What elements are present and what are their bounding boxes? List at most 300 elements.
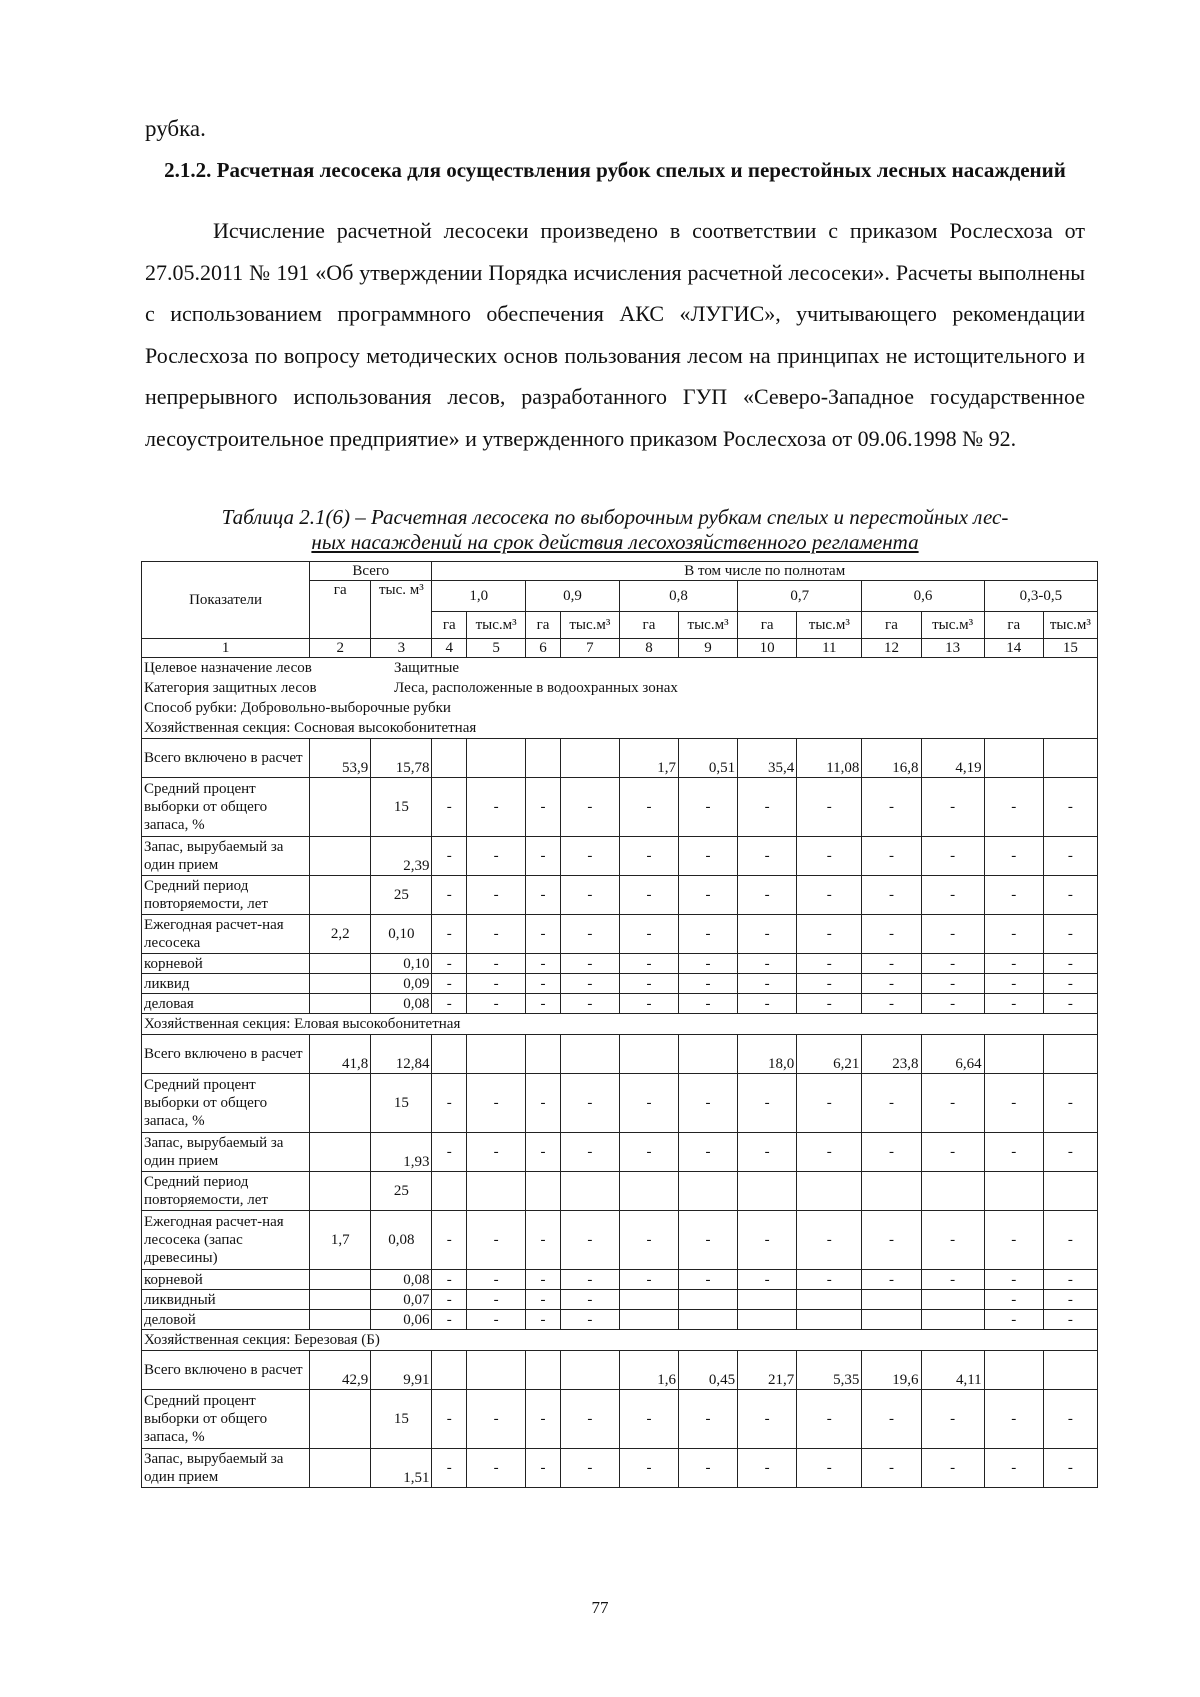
dash-cell: - bbox=[619, 778, 678, 837]
column-number: 8 bbox=[619, 639, 678, 658]
empty-cell bbox=[679, 1290, 738, 1310]
row-label: Запас, вырубаемый за один прием bbox=[142, 837, 310, 876]
column-number: 1 bbox=[142, 639, 310, 658]
percent-row bbox=[142, 1390, 1098, 1449]
dash-cell: - bbox=[984, 1211, 1043, 1270]
empty-cell bbox=[619, 1290, 678, 1310]
dash-cell: - bbox=[679, 876, 738, 915]
section-title: Хозяйственная секция: Еловая высокобонитетная bbox=[142, 1014, 1098, 1035]
info-method: Способ рубки: Добровольно-выборочные рубки bbox=[144, 700, 451, 716]
dash-cell: - bbox=[921, 994, 984, 1014]
column-number: 5 bbox=[467, 639, 526, 658]
page-number: 77 bbox=[591, 1598, 609, 1617]
empty-cell bbox=[984, 1172, 1043, 1211]
row-label: Средний процент выборки от общего запаса, % bbox=[142, 778, 310, 837]
header-density: 0,9 bbox=[526, 581, 620, 612]
header-density: 0,3-0,5 bbox=[984, 581, 1097, 612]
dash-cell: - bbox=[984, 994, 1043, 1014]
dash-cell: - bbox=[679, 974, 738, 994]
row-label: деловая bbox=[142, 994, 310, 1014]
dash-cell: - bbox=[560, 954, 619, 974]
info-block bbox=[142, 658, 1098, 739]
sub-row bbox=[142, 994, 1098, 1014]
dash-cell: - bbox=[432, 915, 467, 954]
header-density: 0,8 bbox=[619, 581, 737, 612]
header-unit-ha: га bbox=[738, 612, 797, 639]
dash-cell: - bbox=[738, 837, 797, 876]
empty-cell bbox=[310, 837, 371, 876]
empty-cell bbox=[310, 1172, 371, 1211]
value-cell bbox=[432, 739, 467, 778]
empty-cell bbox=[310, 1310, 371, 1330]
empty-cell bbox=[738, 1290, 797, 1310]
dash-cell: - bbox=[432, 994, 467, 1014]
empty-cell bbox=[797, 1172, 862, 1211]
dash-cell: - bbox=[797, 1270, 862, 1290]
dash-cell: - bbox=[738, 1133, 797, 1172]
dash-cell: - bbox=[679, 915, 738, 954]
value-cell: 0,08 bbox=[371, 994, 432, 1014]
dash-cell: - bbox=[619, 837, 678, 876]
dash-cell: - bbox=[432, 1133, 467, 1172]
dash-cell: - bbox=[984, 1449, 1043, 1488]
dash-cell: - bbox=[526, 778, 561, 837]
empty-cell bbox=[797, 1290, 862, 1310]
row-label: Всего включено в расчет bbox=[142, 1351, 310, 1390]
row-label: Запас, вырубаемый за один прием bbox=[142, 1449, 310, 1488]
dash-cell: - bbox=[432, 1449, 467, 1488]
section-row bbox=[142, 1330, 1098, 1351]
value-cell bbox=[560, 1351, 619, 1390]
dash-cell: - bbox=[862, 778, 921, 837]
empty-cell bbox=[467, 1172, 526, 1211]
value-cell: 12,84 bbox=[371, 1035, 432, 1074]
row-label: корневой bbox=[142, 1270, 310, 1290]
column-number-row bbox=[142, 639, 1098, 658]
header-row bbox=[142, 562, 1098, 581]
dash-cell: - bbox=[862, 876, 921, 915]
header-unit-thous: тыс.м³ bbox=[921, 612, 984, 639]
total-row bbox=[142, 739, 1098, 778]
dash-cell: - bbox=[560, 1133, 619, 1172]
dash-cell: - bbox=[432, 1211, 467, 1270]
dash-cell: - bbox=[797, 915, 862, 954]
info-purpose bbox=[144, 658, 1095, 678]
dash-cell: - bbox=[738, 915, 797, 954]
value-cell: 19,6 bbox=[862, 1351, 921, 1390]
dash-cell: - bbox=[738, 954, 797, 974]
dash-cell: - bbox=[921, 1270, 984, 1290]
row-label: Запас, вырубаемый за один прием bbox=[142, 1133, 310, 1172]
dash-cell: - bbox=[797, 1133, 862, 1172]
dash-cell: - bbox=[1043, 1133, 1097, 1172]
value-cell bbox=[526, 1035, 561, 1074]
value-cell bbox=[526, 739, 561, 778]
sub-row bbox=[142, 974, 1098, 994]
empty-cell bbox=[921, 1310, 984, 1330]
dash-cell: - bbox=[432, 1074, 467, 1133]
dash-cell: - bbox=[1043, 778, 1097, 837]
value-cell: 25 bbox=[371, 1172, 432, 1211]
header-indicators: Показатели bbox=[142, 562, 310, 639]
row-label: ликвидный bbox=[142, 1290, 310, 1310]
row-label: корневой bbox=[142, 954, 310, 974]
row-label: деловой bbox=[142, 1310, 310, 1330]
value-cell: 0,08 bbox=[371, 1270, 432, 1290]
column-number: 10 bbox=[738, 639, 797, 658]
dash-cell: - bbox=[738, 1270, 797, 1290]
dash-cell: - bbox=[679, 1270, 738, 1290]
header-unit-thous: тыс.м³ bbox=[467, 612, 526, 639]
dash-cell: - bbox=[797, 778, 862, 837]
value-cell: 35,4 bbox=[738, 739, 797, 778]
row-label: Средний процент выборки от общего запаса, % bbox=[142, 1390, 310, 1449]
dash-cell: - bbox=[984, 1310, 1043, 1330]
header-ha: га bbox=[310, 581, 371, 639]
dash-cell: - bbox=[619, 1449, 678, 1488]
dash-cell: - bbox=[526, 974, 561, 994]
value-cell: 1,93 bbox=[371, 1133, 432, 1172]
dash-cell: - bbox=[738, 778, 797, 837]
dash-cell: - bbox=[526, 1270, 561, 1290]
value-cell bbox=[984, 1035, 1043, 1074]
dash-cell: - bbox=[984, 837, 1043, 876]
sub-row bbox=[142, 1290, 1098, 1310]
value-cell bbox=[526, 1351, 561, 1390]
empty-cell bbox=[310, 1074, 371, 1133]
column-number: 14 bbox=[984, 639, 1043, 658]
value-cell: 9,91 bbox=[371, 1351, 432, 1390]
value-cell: 0,08 bbox=[371, 1211, 432, 1270]
value-cell: 1,51 bbox=[371, 1449, 432, 1488]
value-cell: 4,19 bbox=[921, 739, 984, 778]
value-cell: 2,39 bbox=[371, 837, 432, 876]
info-category bbox=[144, 678, 1095, 698]
dash-cell: - bbox=[526, 1074, 561, 1133]
empty-cell bbox=[310, 778, 371, 837]
dash-cell: - bbox=[560, 1310, 619, 1330]
dash-cell: - bbox=[921, 954, 984, 974]
value-cell: 1,7 bbox=[619, 739, 678, 778]
empty-cell bbox=[679, 1310, 738, 1330]
caption-line-2: ных насаждений на срок действия лесохозяйственного регламента bbox=[311, 530, 919, 554]
dash-cell: - bbox=[679, 1390, 738, 1449]
top-line: рубка. bbox=[145, 116, 206, 141]
empty-cell bbox=[619, 1172, 678, 1211]
value-cell: 0,06 bbox=[371, 1310, 432, 1330]
dash-cell: - bbox=[1043, 1310, 1097, 1330]
dash-cell: - bbox=[921, 974, 984, 994]
value-cell: 25 bbox=[371, 876, 432, 915]
empty-cell bbox=[862, 1172, 921, 1211]
value-cell: 15 bbox=[371, 778, 432, 837]
info-row bbox=[142, 658, 1098, 739]
value-cell: 41,8 bbox=[310, 1035, 371, 1074]
value-cell: 4,11 bbox=[921, 1351, 984, 1390]
total-row bbox=[142, 1351, 1098, 1390]
header-unit-ha: га bbox=[862, 612, 921, 639]
dash-cell: - bbox=[560, 837, 619, 876]
dash-cell: - bbox=[467, 1133, 526, 1172]
dash-cell: - bbox=[862, 1390, 921, 1449]
row-label: Средний процент выборки от общего запаса, % bbox=[142, 1074, 310, 1133]
value-cell bbox=[560, 739, 619, 778]
dash-cell: - bbox=[467, 974, 526, 994]
empty-cell bbox=[797, 1310, 862, 1330]
dash-cell: - bbox=[432, 954, 467, 974]
dash-cell: - bbox=[921, 1133, 984, 1172]
header-unit-ha: га bbox=[432, 612, 467, 639]
dash-cell: - bbox=[526, 954, 561, 974]
dash-cell: - bbox=[619, 954, 678, 974]
percent-row bbox=[142, 1074, 1098, 1133]
dash-cell: - bbox=[432, 1310, 467, 1330]
value-cell bbox=[467, 1351, 526, 1390]
dash-cell: - bbox=[738, 974, 797, 994]
empty-cell bbox=[862, 1290, 921, 1310]
value-cell: 0,10 bbox=[371, 954, 432, 974]
dash-cell: - bbox=[862, 1449, 921, 1488]
dash-cell: - bbox=[679, 1211, 738, 1270]
info-section-1: Хозяйственная секция: Сосновая высокобонитетная bbox=[144, 720, 477, 736]
column-number: 13 bbox=[921, 639, 984, 658]
section-heading: 2.1.2. Расчетная лесосека для осуществления рубок спелых и перестойных лесных насаждений bbox=[164, 158, 1066, 182]
column-number: 15 bbox=[1043, 639, 1097, 658]
dash-cell: - bbox=[526, 1133, 561, 1172]
dash-cell: - bbox=[467, 915, 526, 954]
value-cell: 11,08 bbox=[797, 739, 862, 778]
header-thous: тыс. м³ bbox=[371, 581, 432, 639]
dash-cell: - bbox=[921, 778, 984, 837]
cutting-area-table bbox=[141, 561, 1098, 1488]
dash-cell: - bbox=[432, 778, 467, 837]
dash-cell: - bbox=[679, 994, 738, 1014]
empty-cell bbox=[619, 1310, 678, 1330]
value-cell: 15 bbox=[371, 1074, 432, 1133]
empty-cell bbox=[310, 974, 371, 994]
row-label: Средний период повторяемости, лет bbox=[142, 876, 310, 915]
dash-cell: - bbox=[738, 1074, 797, 1133]
dash-cell: - bbox=[797, 1390, 862, 1449]
dash-cell: - bbox=[738, 994, 797, 1014]
empty-cell bbox=[1043, 1172, 1097, 1211]
header-unit-thous: тыс.м³ bbox=[1043, 612, 1097, 639]
value-cell bbox=[679, 1035, 738, 1074]
dash-cell: - bbox=[526, 876, 561, 915]
dash-cell: - bbox=[467, 778, 526, 837]
info-category-value: Леса, расположенные в водоохранных зонах bbox=[394, 680, 678, 696]
dash-cell: - bbox=[679, 1133, 738, 1172]
dash-cell: - bbox=[560, 1211, 619, 1270]
value-cell: 15,78 bbox=[371, 739, 432, 778]
dash-cell: - bbox=[921, 837, 984, 876]
dash-cell: - bbox=[432, 876, 467, 915]
value-cell: 6,21 bbox=[797, 1035, 862, 1074]
dash-cell: - bbox=[862, 1074, 921, 1133]
dash-cell: - bbox=[1043, 876, 1097, 915]
column-number: 2 bbox=[310, 639, 371, 658]
dash-cell: - bbox=[679, 1074, 738, 1133]
column-number: 11 bbox=[797, 639, 862, 658]
value-cell bbox=[619, 1035, 678, 1074]
dash-cell: - bbox=[797, 1449, 862, 1488]
value-cell bbox=[1043, 739, 1097, 778]
dash-cell: - bbox=[560, 1290, 619, 1310]
dash-cell: - bbox=[619, 974, 678, 994]
empty-cell bbox=[560, 1172, 619, 1211]
dash-cell: - bbox=[619, 1211, 678, 1270]
dash-cell: - bbox=[619, 876, 678, 915]
empty-cell bbox=[310, 1390, 371, 1449]
empty-cell bbox=[310, 994, 371, 1014]
value-cell bbox=[560, 1035, 619, 1074]
dash-cell: - bbox=[797, 1074, 862, 1133]
empty-cell bbox=[310, 1449, 371, 1488]
value-cell: 0,07 bbox=[371, 1290, 432, 1310]
dash-cell: - bbox=[467, 1390, 526, 1449]
dash-cell: - bbox=[797, 974, 862, 994]
percent-row bbox=[142, 778, 1098, 837]
dash-cell: - bbox=[560, 876, 619, 915]
dash-cell: - bbox=[560, 915, 619, 954]
value-cell: 53,9 bbox=[310, 739, 371, 778]
dash-cell: - bbox=[984, 915, 1043, 954]
dash-cell: - bbox=[432, 1290, 467, 1310]
dash-cell: - bbox=[467, 837, 526, 876]
dash-cell: - bbox=[1043, 1211, 1097, 1270]
dash-cell: - bbox=[984, 1270, 1043, 1290]
info-purpose-label: Целевое назначение лесов bbox=[144, 660, 312, 676]
value-cell bbox=[1043, 1351, 1097, 1390]
empty-cell bbox=[310, 1270, 371, 1290]
header-including: В том числе по полнотам bbox=[432, 562, 1098, 581]
header-unit-ha: га bbox=[526, 612, 561, 639]
dash-cell: - bbox=[862, 837, 921, 876]
dash-cell: - bbox=[862, 1270, 921, 1290]
dash-cell: - bbox=[526, 837, 561, 876]
value-cell bbox=[432, 1035, 467, 1074]
dash-cell: - bbox=[738, 1211, 797, 1270]
value-cell: 5,35 bbox=[797, 1351, 862, 1390]
dash-cell: - bbox=[526, 1211, 561, 1270]
dash-cell: - bbox=[984, 1390, 1043, 1449]
sub-row bbox=[142, 954, 1098, 974]
dash-cell: - bbox=[619, 1133, 678, 1172]
dash-cell: - bbox=[1043, 954, 1097, 974]
value-cell: 18,0 bbox=[738, 1035, 797, 1074]
value-cell bbox=[467, 1035, 526, 1074]
sub-row bbox=[142, 1310, 1098, 1330]
value-cell: 0,10 bbox=[371, 915, 432, 954]
row-label: Всего включено в расчет bbox=[142, 739, 310, 778]
dash-cell: - bbox=[432, 1270, 467, 1290]
dash-cell: - bbox=[797, 1211, 862, 1270]
dash-cell: - bbox=[1043, 837, 1097, 876]
column-number: 9 bbox=[679, 639, 738, 658]
info-category-label: Категория защитных лесов bbox=[144, 680, 317, 696]
header-unit-thous: тыс.м³ bbox=[679, 612, 738, 639]
dash-cell: - bbox=[862, 994, 921, 1014]
value-cell: 1,6 bbox=[619, 1351, 678, 1390]
dash-cell: - bbox=[1043, 1290, 1097, 1310]
column-number: 4 bbox=[432, 639, 467, 658]
dash-cell: - bbox=[467, 1310, 526, 1330]
header-unit-ha: га bbox=[984, 612, 1043, 639]
header-density: 0,7 bbox=[738, 581, 862, 612]
header-density: 0,6 bbox=[862, 581, 984, 612]
dash-cell: - bbox=[560, 974, 619, 994]
dash-cell: - bbox=[797, 876, 862, 915]
dash-cell: - bbox=[984, 1290, 1043, 1310]
empty-cell bbox=[310, 1133, 371, 1172]
dash-cell: - bbox=[862, 1211, 921, 1270]
dash-cell: - bbox=[526, 1290, 561, 1310]
empty-cell bbox=[310, 1290, 371, 1310]
dash-cell: - bbox=[432, 1390, 467, 1449]
dash-cell: - bbox=[797, 837, 862, 876]
body-paragraph bbox=[145, 210, 1085, 459]
empty-cell bbox=[738, 1310, 797, 1330]
dash-cell: - bbox=[560, 1390, 619, 1449]
dash-cell: - bbox=[560, 1074, 619, 1133]
dash-cell: - bbox=[1043, 1449, 1097, 1488]
dash-cell: - bbox=[467, 1074, 526, 1133]
total-row bbox=[142, 1035, 1098, 1074]
dash-cell: - bbox=[619, 915, 678, 954]
dash-cell: - bbox=[1043, 1074, 1097, 1133]
dash-cell: - bbox=[921, 1390, 984, 1449]
dash-cell: - bbox=[467, 1290, 526, 1310]
dash-cell: - bbox=[432, 974, 467, 994]
dash-cell: - bbox=[467, 1270, 526, 1290]
dash-cell: - bbox=[921, 1449, 984, 1488]
empty-cell bbox=[310, 954, 371, 974]
value-cell bbox=[1043, 1035, 1097, 1074]
dash-cell: - bbox=[619, 1270, 678, 1290]
empty-cell bbox=[921, 1290, 984, 1310]
dash-cell: - bbox=[921, 1211, 984, 1270]
paragraph-text: Исчисление расчетной лесосеки произведено в соответствии с приказом Рослесхоза от 27.05.2011 № 191 «Об утверждении Порядка исчисления расчетной лесосеки». Расчеты выполнены с использованием программного обеспечения АКС «ЛУГИС», учитывающего рекомендации Рослесхоза по вопросу методических основ пользования лесом на принципах не истощительного и непрерывного использования лесов, разработанного ГУП «Северо-Западное государственное лесоустроительное предприятие» и утвержденного приказом Рослесхоза от 09.06.1998 № 92. bbox=[145, 218, 1085, 451]
dash-cell: - bbox=[738, 1390, 797, 1449]
value-cell: 6,64 bbox=[921, 1035, 984, 1074]
value-cell: 42,9 bbox=[310, 1351, 371, 1390]
empty-cell bbox=[526, 1172, 561, 1211]
dash-cell: - bbox=[560, 1449, 619, 1488]
dash-cell: - bbox=[984, 778, 1043, 837]
value-cell: 0,09 bbox=[371, 974, 432, 994]
dash-cell: - bbox=[1043, 1390, 1097, 1449]
dash-cell: - bbox=[797, 954, 862, 974]
dash-cell: - bbox=[921, 1074, 984, 1133]
row-label: Средний период повторяемости, лет bbox=[142, 1172, 310, 1211]
table-body bbox=[142, 562, 1098, 1488]
value-cell: 2,2 bbox=[310, 915, 371, 954]
value-cell: 23,8 bbox=[862, 1035, 921, 1074]
value-cell bbox=[467, 739, 526, 778]
row-label: Ежегодная расчет-ная лесосека bbox=[142, 915, 310, 954]
dash-cell: - bbox=[526, 1390, 561, 1449]
value-cell bbox=[984, 1351, 1043, 1390]
row-label: Ежегодная расчет-ная лесосека (запас древесины) bbox=[142, 1211, 310, 1270]
value-cell bbox=[984, 739, 1043, 778]
empty-cell bbox=[310, 876, 371, 915]
dash-cell: - bbox=[619, 994, 678, 1014]
dash-cell: - bbox=[862, 954, 921, 974]
value-cell: 15 bbox=[371, 1390, 432, 1449]
empty-cell bbox=[738, 1172, 797, 1211]
dash-cell: - bbox=[679, 778, 738, 837]
sub-row bbox=[142, 1270, 1098, 1290]
